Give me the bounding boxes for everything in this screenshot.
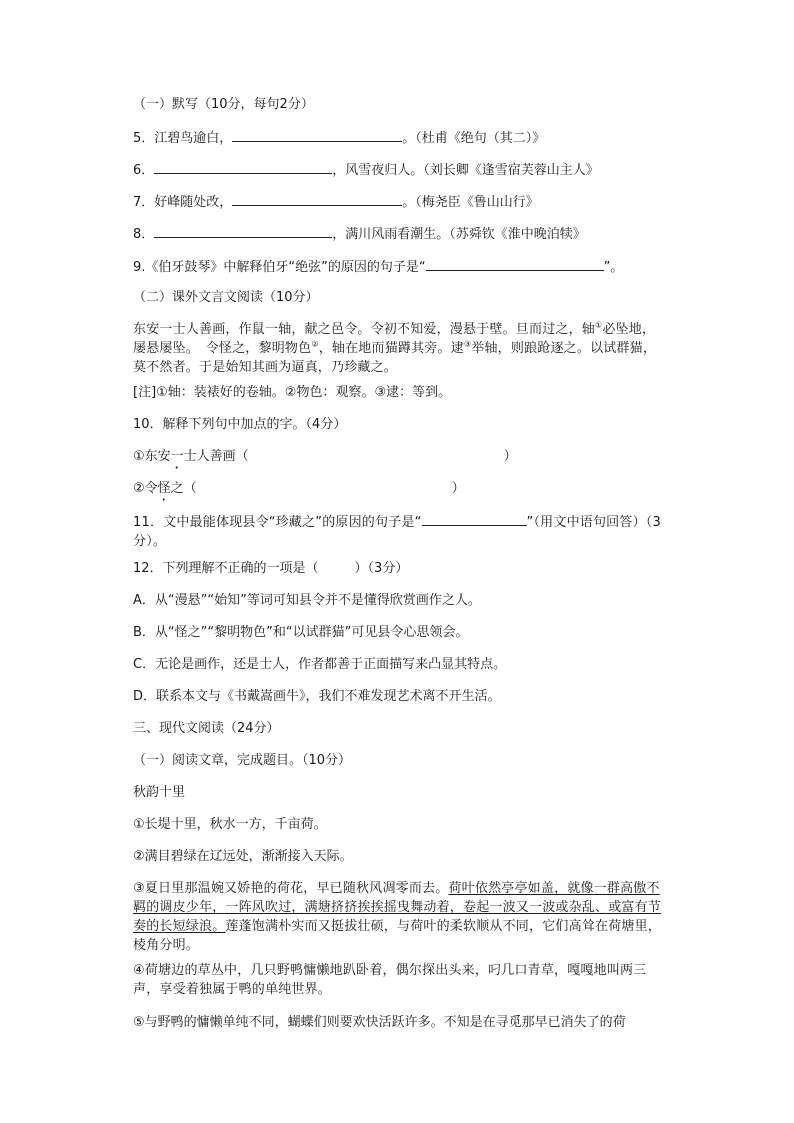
q8-prefix: 8．: [133, 227, 155, 242]
q10b-text: 之（: [170, 481, 197, 496]
q10b-dotted-char: 怪: [157, 481, 171, 496]
section-heading-dictation: （一）默写（10分，每句2分）: [133, 97, 314, 112]
q10a-prefix: ①东安: [133, 449, 171, 464]
article-paragraph-5: ⑤与野鸭的慵懒单纯不同，蝴蝶们则要欢快活跃许多。不知是在寻觅那早已消失了的荷: [133, 1015, 626, 1030]
option-a: A．从“漫悬”“始知”等词可知县令并不是懂得欣赏画作之人。: [133, 593, 481, 608]
q6-suffix: ，风雪夜归人。（刘长卿《逢雪宿芙蓉山主人》: [332, 163, 599, 178]
q6-answer-blank[interactable]: [154, 159, 332, 174]
p3-lead: ③夏日里那温婉又娇艳的荷花，早已随秋风凋零而去。: [133, 881, 449, 896]
p3-underlined-sentence: 荷叶依然亭亭如盖，就像一群高傲不羁的调皮少年，一阵风吹过，满塘挤挤挨挨摇曳舞动着，卷起一波又一波或杂乱、或富有节奏的长短绿浪。: [133, 881, 662, 934]
footnote-mark-3: ③: [463, 339, 472, 349]
article-paragraph-2: ②满目碧绿在辽远处，渐渐接入天际。: [133, 849, 353, 864]
q7-answer-blank[interactable]: [232, 191, 402, 206]
q9-prefix: 9.《伯牙鼓琴》中解释伯牙“绝弦”的原因的句子是“: [133, 260, 426, 275]
question-11: [133, 511, 663, 551]
question-12: [133, 559, 408, 579]
passage-part-3: ，轴在地而猫蹲其旁。逮: [318, 341, 464, 356]
question-5: [133, 127, 545, 149]
article-title: 秋韵十里: [133, 785, 186, 800]
q11-prefix: 11．文中最能体现县令“珍藏之”的原因的句子是“: [133, 515, 422, 530]
q5-answer-blank[interactable]: [232, 127, 402, 142]
option-c: C．无论是画作，还是士人，作者都善于正面描写来凸显其特点。: [133, 657, 507, 672]
passage-part-4: 举轴，则踉跄逐之。以试群猫，莫不然者。于是始知其画为逼真，乃珍藏之。: [133, 341, 657, 375]
article-paragraph-1: ①长堤十里，秋水一方，千亩荷。: [133, 817, 327, 832]
subsection-heading: （一）阅读文章，完成题目。（10分）: [133, 753, 352, 768]
option-d: D．联系本文与《书戴嵩画牛》，我们不难发现艺术离不开生活。: [133, 689, 501, 704]
q11-suffix: ”（用文中语句回答）（3分）。: [133, 515, 661, 549]
q10a-text: 士人善画（: [183, 449, 249, 464]
passage-part-1: 东安一士人善画，作鼠一轴，献之邑令。令初不知爱，漫悬于壁。旦而过之，轴: [133, 322, 596, 337]
option-b: B．从“怪之”“黎明物色”和“以试群猫”可见县令心思领会。: [133, 625, 469, 640]
q6-prefix: 6．: [133, 163, 155, 178]
q7-suffix: 。（梅尧臣《鲁山山行》: [402, 195, 539, 210]
q8-suffix: ，满川风雨看潮生。（苏舜钦《淮中晚泊犊》: [332, 227, 586, 242]
q9-suffix: ”。: [603, 260, 624, 275]
passage-notes: [注]①轴：装裱好的卷轴。②物色：观察。③逮：等到。: [133, 385, 452, 400]
q8-answer-blank[interactable]: [154, 223, 332, 238]
q9-answer-blank[interactable]: [426, 256, 604, 271]
article-paragraph-4: ④荷塘边的草丛中，几只野鸭慵懒地趴卧着，偶尔探出头来，叼几口青草，嘎嘎地叫两三声，享受着独属于鸭的单纯世界。: [133, 963, 647, 997]
question-7: [133, 191, 539, 213]
question-10: 10．解释下列句中加点的字。（4分）: [133, 417, 347, 432]
q5-prefix: 5．江碧鸟逾白，: [133, 131, 233, 146]
section-heading-modern: 三、现代文阅读（24分）: [133, 721, 280, 736]
q11-answer-blank[interactable]: [422, 511, 527, 526]
footnote-mark-2: ②: [311, 339, 319, 349]
article-paragraph-3: [133, 879, 663, 955]
q12-suffix: ）（3分）: [354, 561, 409, 576]
q10b-prefix: ②令: [133, 481, 158, 496]
q12-prefix: 12．下列理解不正确的一项是（: [133, 561, 319, 576]
footnote-mark-1: ①: [595, 320, 603, 330]
q7-prefix: 7．好峰随处改，: [133, 195, 233, 210]
q10a-close: ）: [503, 449, 517, 464]
p3-tail: 莲蓬饱满朴实而又挺拔壮硕，与荷叶的柔软顺从不同，它们高耸在荷塘里，棱角分明。: [133, 919, 662, 953]
classical-passage: [133, 320, 663, 377]
question-6: [133, 159, 599, 181]
q5-suffix: 。（杜甫《绝句（其二）》: [402, 131, 546, 146]
passage-part-2: 必坠地，屡悬屡坠。 令怪之，黎明物色: [133, 322, 656, 356]
section-heading-classical: （二）课外文言文阅读（10分）: [133, 290, 319, 305]
question-10b: [133, 479, 465, 504]
question-8: [133, 223, 586, 245]
question-9: [133, 256, 623, 278]
q10a-dotted-char: 一: [170, 449, 184, 464]
q10b-close: ）: [451, 481, 465, 496]
question-10a: [133, 447, 517, 472]
